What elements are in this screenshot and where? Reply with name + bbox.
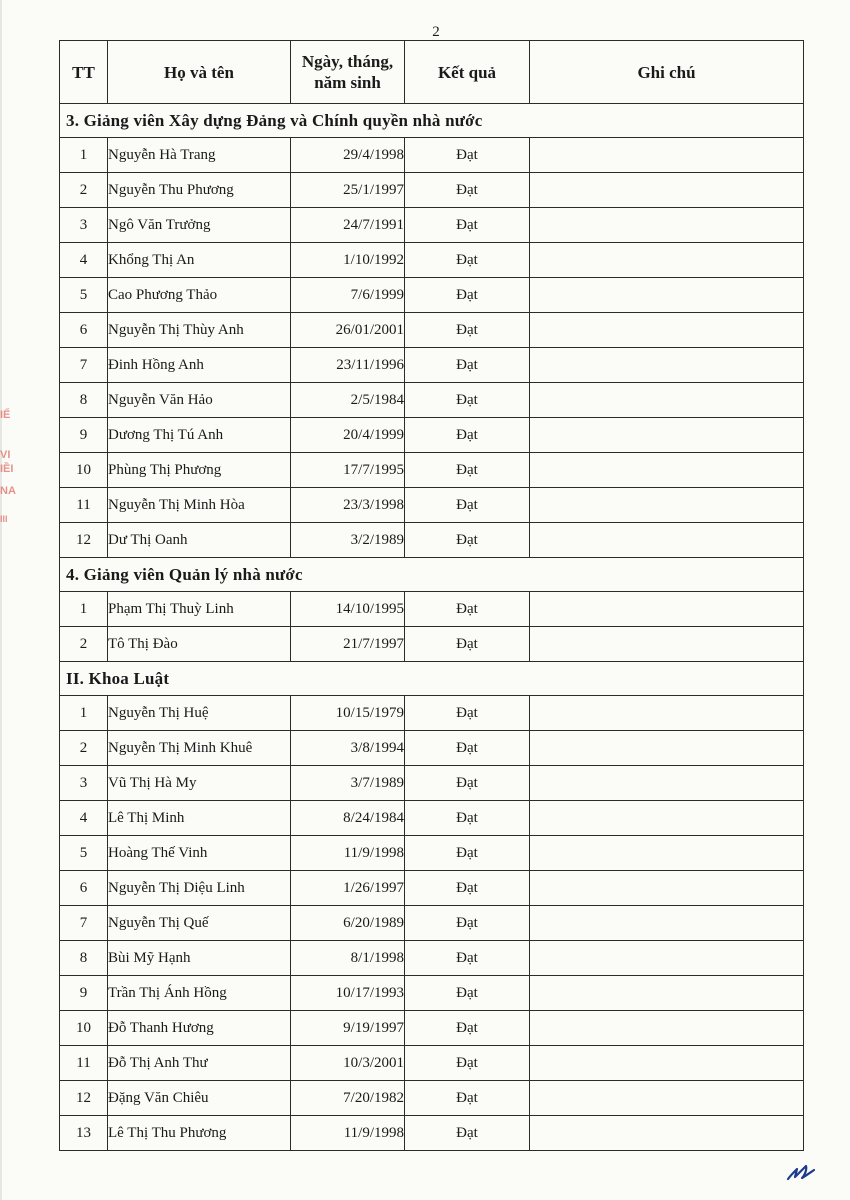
person-name: Đỗ Thanh Hương — [108, 1011, 291, 1046]
result-cell: Đạt — [405, 871, 530, 906]
row-number: 5 — [60, 836, 108, 871]
note-cell — [530, 627, 804, 662]
result-cell: Đạt — [405, 1011, 530, 1046]
person-name: Dư Thị Oanh — [108, 523, 291, 558]
person-name: Đặng Văn Chiêu — [108, 1081, 291, 1116]
note-cell — [530, 1116, 804, 1151]
table-row — [60, 592, 804, 627]
table-row — [60, 627, 804, 662]
page-number: 2 — [432, 24, 440, 40]
birth-date: 25/1/1997 — [291, 173, 405, 208]
birth-date: 21/7/1997 — [291, 627, 405, 662]
birth-date: 20/4/1999 — [291, 418, 405, 453]
row-number: 6 — [60, 871, 108, 906]
birth-date: 10/17/1993 — [291, 976, 405, 1011]
person-name: Nguyễn Thu Phương — [108, 173, 291, 208]
results-table — [59, 40, 804, 1151]
table-row — [60, 906, 804, 941]
note-cell — [530, 1046, 804, 1081]
row-number: 4 — [60, 801, 108, 836]
person-name: Nguyễn Thị Minh Khuê — [108, 731, 291, 766]
note-cell — [530, 278, 804, 313]
person-name: Nguyễn Thị Quế — [108, 906, 291, 941]
table-row — [60, 138, 804, 173]
row-number: 7 — [60, 906, 108, 941]
birth-date: 11/9/1998 — [291, 1116, 405, 1151]
note-cell — [530, 418, 804, 453]
note-cell — [530, 696, 804, 731]
person-name: Lê Thị Thu Phương — [108, 1116, 291, 1151]
table-row — [60, 173, 804, 208]
birth-date: 7/6/1999 — [291, 278, 405, 313]
person-name: Nguyễn Thị Minh Hòa — [108, 488, 291, 523]
table-row — [60, 1046, 804, 1081]
result-cell: Đạt — [405, 278, 530, 313]
row-number: 4 — [60, 243, 108, 278]
result-cell: Đạt — [405, 766, 530, 801]
person-name: Lê Thị Minh — [108, 801, 291, 836]
note-cell — [530, 523, 804, 558]
table-row — [60, 243, 804, 278]
person-name: Phạm Thị Thuỳ Linh — [108, 592, 291, 627]
table-row — [60, 418, 804, 453]
section-row — [60, 662, 804, 696]
row-number: 1 — [60, 138, 108, 173]
birth-date: 17/7/1995 — [291, 453, 405, 488]
result-cell: Đạt — [405, 1081, 530, 1116]
birth-date: 6/20/1989 — [291, 906, 405, 941]
person-name: Vũ Thị Hà My — [108, 766, 291, 801]
note-cell — [530, 976, 804, 1011]
row-number: 9 — [60, 976, 108, 1011]
header-result: Kết quả — [405, 41, 530, 104]
person-name: Tô Thị Đào — [108, 627, 291, 662]
result-cell: Đạt — [405, 836, 530, 871]
table-row — [60, 1011, 804, 1046]
header-name: Họ và tên — [108, 41, 291, 104]
note-cell — [530, 243, 804, 278]
red-stamp-fragment: IỂ VI IỀI NA III — [0, 409, 16, 524]
row-number: 5 — [60, 278, 108, 313]
result-cell: Đạt — [405, 627, 530, 662]
birth-date: 23/11/1996 — [291, 348, 405, 383]
result-cell: Đạt — [405, 453, 530, 488]
person-name: Dương Thị Tú Anh — [108, 418, 291, 453]
result-cell: Đạt — [405, 383, 530, 418]
row-number: 3 — [60, 208, 108, 243]
table-row — [60, 1081, 804, 1116]
result-cell: Đạt — [405, 1046, 530, 1081]
table-header-row — [60, 41, 804, 104]
row-number: 12 — [60, 1081, 108, 1116]
person-name: Hoàng Thế Vinh — [108, 836, 291, 871]
note-cell — [530, 138, 804, 173]
row-number: 12 — [60, 523, 108, 558]
header-note: Ghi chú — [530, 41, 804, 104]
person-name: Nguyễn Thị Diệu Linh — [108, 871, 291, 906]
result-cell: Đạt — [405, 348, 530, 383]
person-name: Nguyễn Thị Huệ — [108, 696, 291, 731]
birth-date: 8/1/1998 — [291, 941, 405, 976]
table-row — [60, 348, 804, 383]
table-row — [60, 766, 804, 801]
table-row — [60, 941, 804, 976]
row-number: 8 — [60, 383, 108, 418]
note-cell — [530, 383, 804, 418]
note-cell — [530, 348, 804, 383]
table-row — [60, 836, 804, 871]
result-cell: Đạt — [405, 906, 530, 941]
result-cell: Đạt — [405, 731, 530, 766]
table-row — [60, 278, 804, 313]
birth-date: 26/01/2001 — [291, 313, 405, 348]
note-cell — [530, 592, 804, 627]
result-cell: Đạt — [405, 941, 530, 976]
person-name: Nguyễn Thị Thùy Anh — [108, 313, 291, 348]
note-cell — [530, 488, 804, 523]
birth-date: 10/15/1979 — [291, 696, 405, 731]
note-cell — [530, 313, 804, 348]
note-cell — [530, 173, 804, 208]
person-name: Cao Phương Thảo — [108, 278, 291, 313]
note-cell — [530, 801, 804, 836]
birth-date: 8/24/1984 — [291, 801, 405, 836]
table-row — [60, 523, 804, 558]
row-number: 1 — [60, 592, 108, 627]
result-cell: Đạt — [405, 801, 530, 836]
birth-date: 2/5/1984 — [291, 383, 405, 418]
result-cell: Đạt — [405, 976, 530, 1011]
row-number: 7 — [60, 348, 108, 383]
table-row — [60, 383, 804, 418]
note-cell — [530, 836, 804, 871]
section-row — [60, 558, 804, 592]
note-cell — [530, 1081, 804, 1116]
note-cell — [530, 766, 804, 801]
birth-date: 3/7/1989 — [291, 766, 405, 801]
person-name: Nguyễn Văn Hảo — [108, 383, 291, 418]
table-row — [60, 696, 804, 731]
birth-date: 9/19/1997 — [291, 1011, 405, 1046]
result-cell: Đạt — [405, 488, 530, 523]
table-row — [60, 871, 804, 906]
row-number: 9 — [60, 418, 108, 453]
note-cell — [530, 906, 804, 941]
birth-date: 24/7/1991 — [291, 208, 405, 243]
header-dob-line2: năm sinh — [314, 73, 381, 92]
birth-date: 11/9/1998 — [291, 836, 405, 871]
birth-date: 3/2/1989 — [291, 523, 405, 558]
note-cell — [530, 871, 804, 906]
table-row — [60, 1116, 804, 1151]
header-dob-line1: Ngày, tháng, — [301, 52, 394, 71]
person-name: Bùi Mỹ Hạnh — [108, 941, 291, 976]
result-cell: Đạt — [405, 138, 530, 173]
birth-date: 1/10/1992 — [291, 243, 405, 278]
result-cell: Đạt — [405, 173, 530, 208]
person-name: Phùng Thị Phương — [108, 453, 291, 488]
result-cell: Đạt — [405, 523, 530, 558]
note-cell — [530, 1011, 804, 1046]
page-edge-shadow — [0, 0, 2, 1200]
header-dob — [291, 41, 405, 104]
result-cell: Đạt — [405, 208, 530, 243]
section-title: 4. Giảng viên Quản lý nhà nước — [60, 558, 804, 592]
person-name: Đinh Hồng Anh — [108, 348, 291, 383]
person-name: Đỗ Thị Anh Thư — [108, 1046, 291, 1081]
table-row — [60, 208, 804, 243]
table-row — [60, 453, 804, 488]
person-name: Khổng Thị An — [108, 243, 291, 278]
birth-date: 1/26/1997 — [291, 871, 405, 906]
birth-date: 7/20/1982 — [291, 1081, 405, 1116]
row-number: 2 — [60, 173, 108, 208]
result-cell: Đạt — [405, 592, 530, 627]
table-row — [60, 313, 804, 348]
birth-date: 29/4/1998 — [291, 138, 405, 173]
row-number: 13 — [60, 1116, 108, 1151]
person-name: Ngô Văn Trưởng — [108, 208, 291, 243]
section-title: 3. Giảng viên Xây dựng Đảng và Chính quyền nhà nước — [60, 104, 804, 138]
person-name: Trần Thị Ánh Hồng — [108, 976, 291, 1011]
result-cell: Đạt — [405, 696, 530, 731]
result-cell: Đạt — [405, 418, 530, 453]
row-number: 2 — [60, 627, 108, 662]
row-number: 3 — [60, 766, 108, 801]
row-number: 8 — [60, 941, 108, 976]
row-number: 10 — [60, 1011, 108, 1046]
birth-date: 23/3/1998 — [291, 488, 405, 523]
row-number: 10 — [60, 453, 108, 488]
note-cell — [530, 208, 804, 243]
birth-date: 3/8/1994 — [291, 731, 405, 766]
header-tt: TT — [60, 41, 108, 104]
note-cell — [530, 731, 804, 766]
result-cell: Đạt — [405, 1116, 530, 1151]
note-cell — [530, 941, 804, 976]
row-number: 6 — [60, 313, 108, 348]
handwritten-initial-icon — [786, 1163, 816, 1185]
result-cell: Đạt — [405, 313, 530, 348]
result-cell: Đạt — [405, 243, 530, 278]
birth-date: 14/10/1995 — [291, 592, 405, 627]
table-row — [60, 976, 804, 1011]
table-body — [60, 104, 804, 1151]
row-number: 1 — [60, 696, 108, 731]
table-row — [60, 731, 804, 766]
person-name: Nguyễn Hà Trang — [108, 138, 291, 173]
row-number: 2 — [60, 731, 108, 766]
table-row — [60, 801, 804, 836]
birth-date: 10/3/2001 — [291, 1046, 405, 1081]
table-row — [60, 488, 804, 523]
section-row — [60, 104, 804, 138]
row-number: 11 — [60, 1046, 108, 1081]
section-title: II. Khoa Luật — [60, 662, 804, 696]
note-cell — [530, 453, 804, 488]
row-number: 11 — [60, 488, 108, 523]
